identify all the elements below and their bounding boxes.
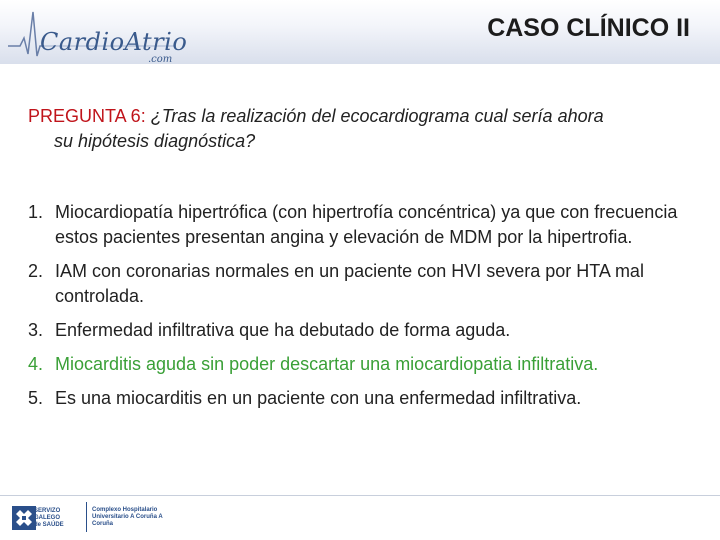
answer-number: 5. xyxy=(28,388,44,408)
header-band xyxy=(0,0,720,64)
cardioatrio-logo xyxy=(6,6,186,66)
logo-domain: .com xyxy=(148,54,173,65)
answer-number: 4. xyxy=(28,354,44,374)
answer-item xyxy=(28,318,700,343)
case-title: CASO CLÍNICO II xyxy=(487,14,690,42)
answer-text: Enfermedad infiltrativa que ha debutado de forma aguda. xyxy=(55,320,511,340)
answer-text: Miocardiopatía hipertrófica (con hipertrofía concéntrica) ya que con frecuencia estos pacientes presentan angina y elevación de MDM por la hipertrofia. xyxy=(55,202,678,247)
answer-text: Es una miocarditis en un paciente con una enfermedad infiltrativa. xyxy=(55,388,582,408)
question-block xyxy=(28,104,688,154)
answer-text: IAM con coronarias normales en un paciente con HVI severa por HTA mal controlada. xyxy=(55,261,644,306)
footer-divider xyxy=(0,495,720,496)
answer-number: 3. xyxy=(28,320,44,340)
answer-number: 2. xyxy=(28,261,44,281)
logo-text: CardioAtrio xyxy=(40,28,188,56)
sergas-text: SERVIZO GALEGO de SAÚDE xyxy=(34,508,64,528)
answer-item-correct xyxy=(28,352,700,377)
sergas-emblem-icon xyxy=(12,506,36,530)
answer-text: Miocarditis aguda sin poder descartar una miocardiopatia infiltrativa. xyxy=(55,354,599,374)
question-text-line1: ¿Tras la realización del ecocardiograma cual sería ahora xyxy=(150,106,604,126)
answer-list xyxy=(28,200,700,420)
answer-item xyxy=(28,200,700,250)
question-text-line2: su hipótesis diagnóstica? xyxy=(54,131,256,151)
answer-item xyxy=(28,259,700,309)
answer-item xyxy=(28,386,700,411)
answer-number: 1. xyxy=(28,202,44,222)
question-label: PREGUNTA 6: xyxy=(28,106,146,126)
footer-logo-separator xyxy=(86,502,87,532)
hospital-text: Complexo Hospitalario Universitario A Coruña A Coruña xyxy=(92,507,163,527)
